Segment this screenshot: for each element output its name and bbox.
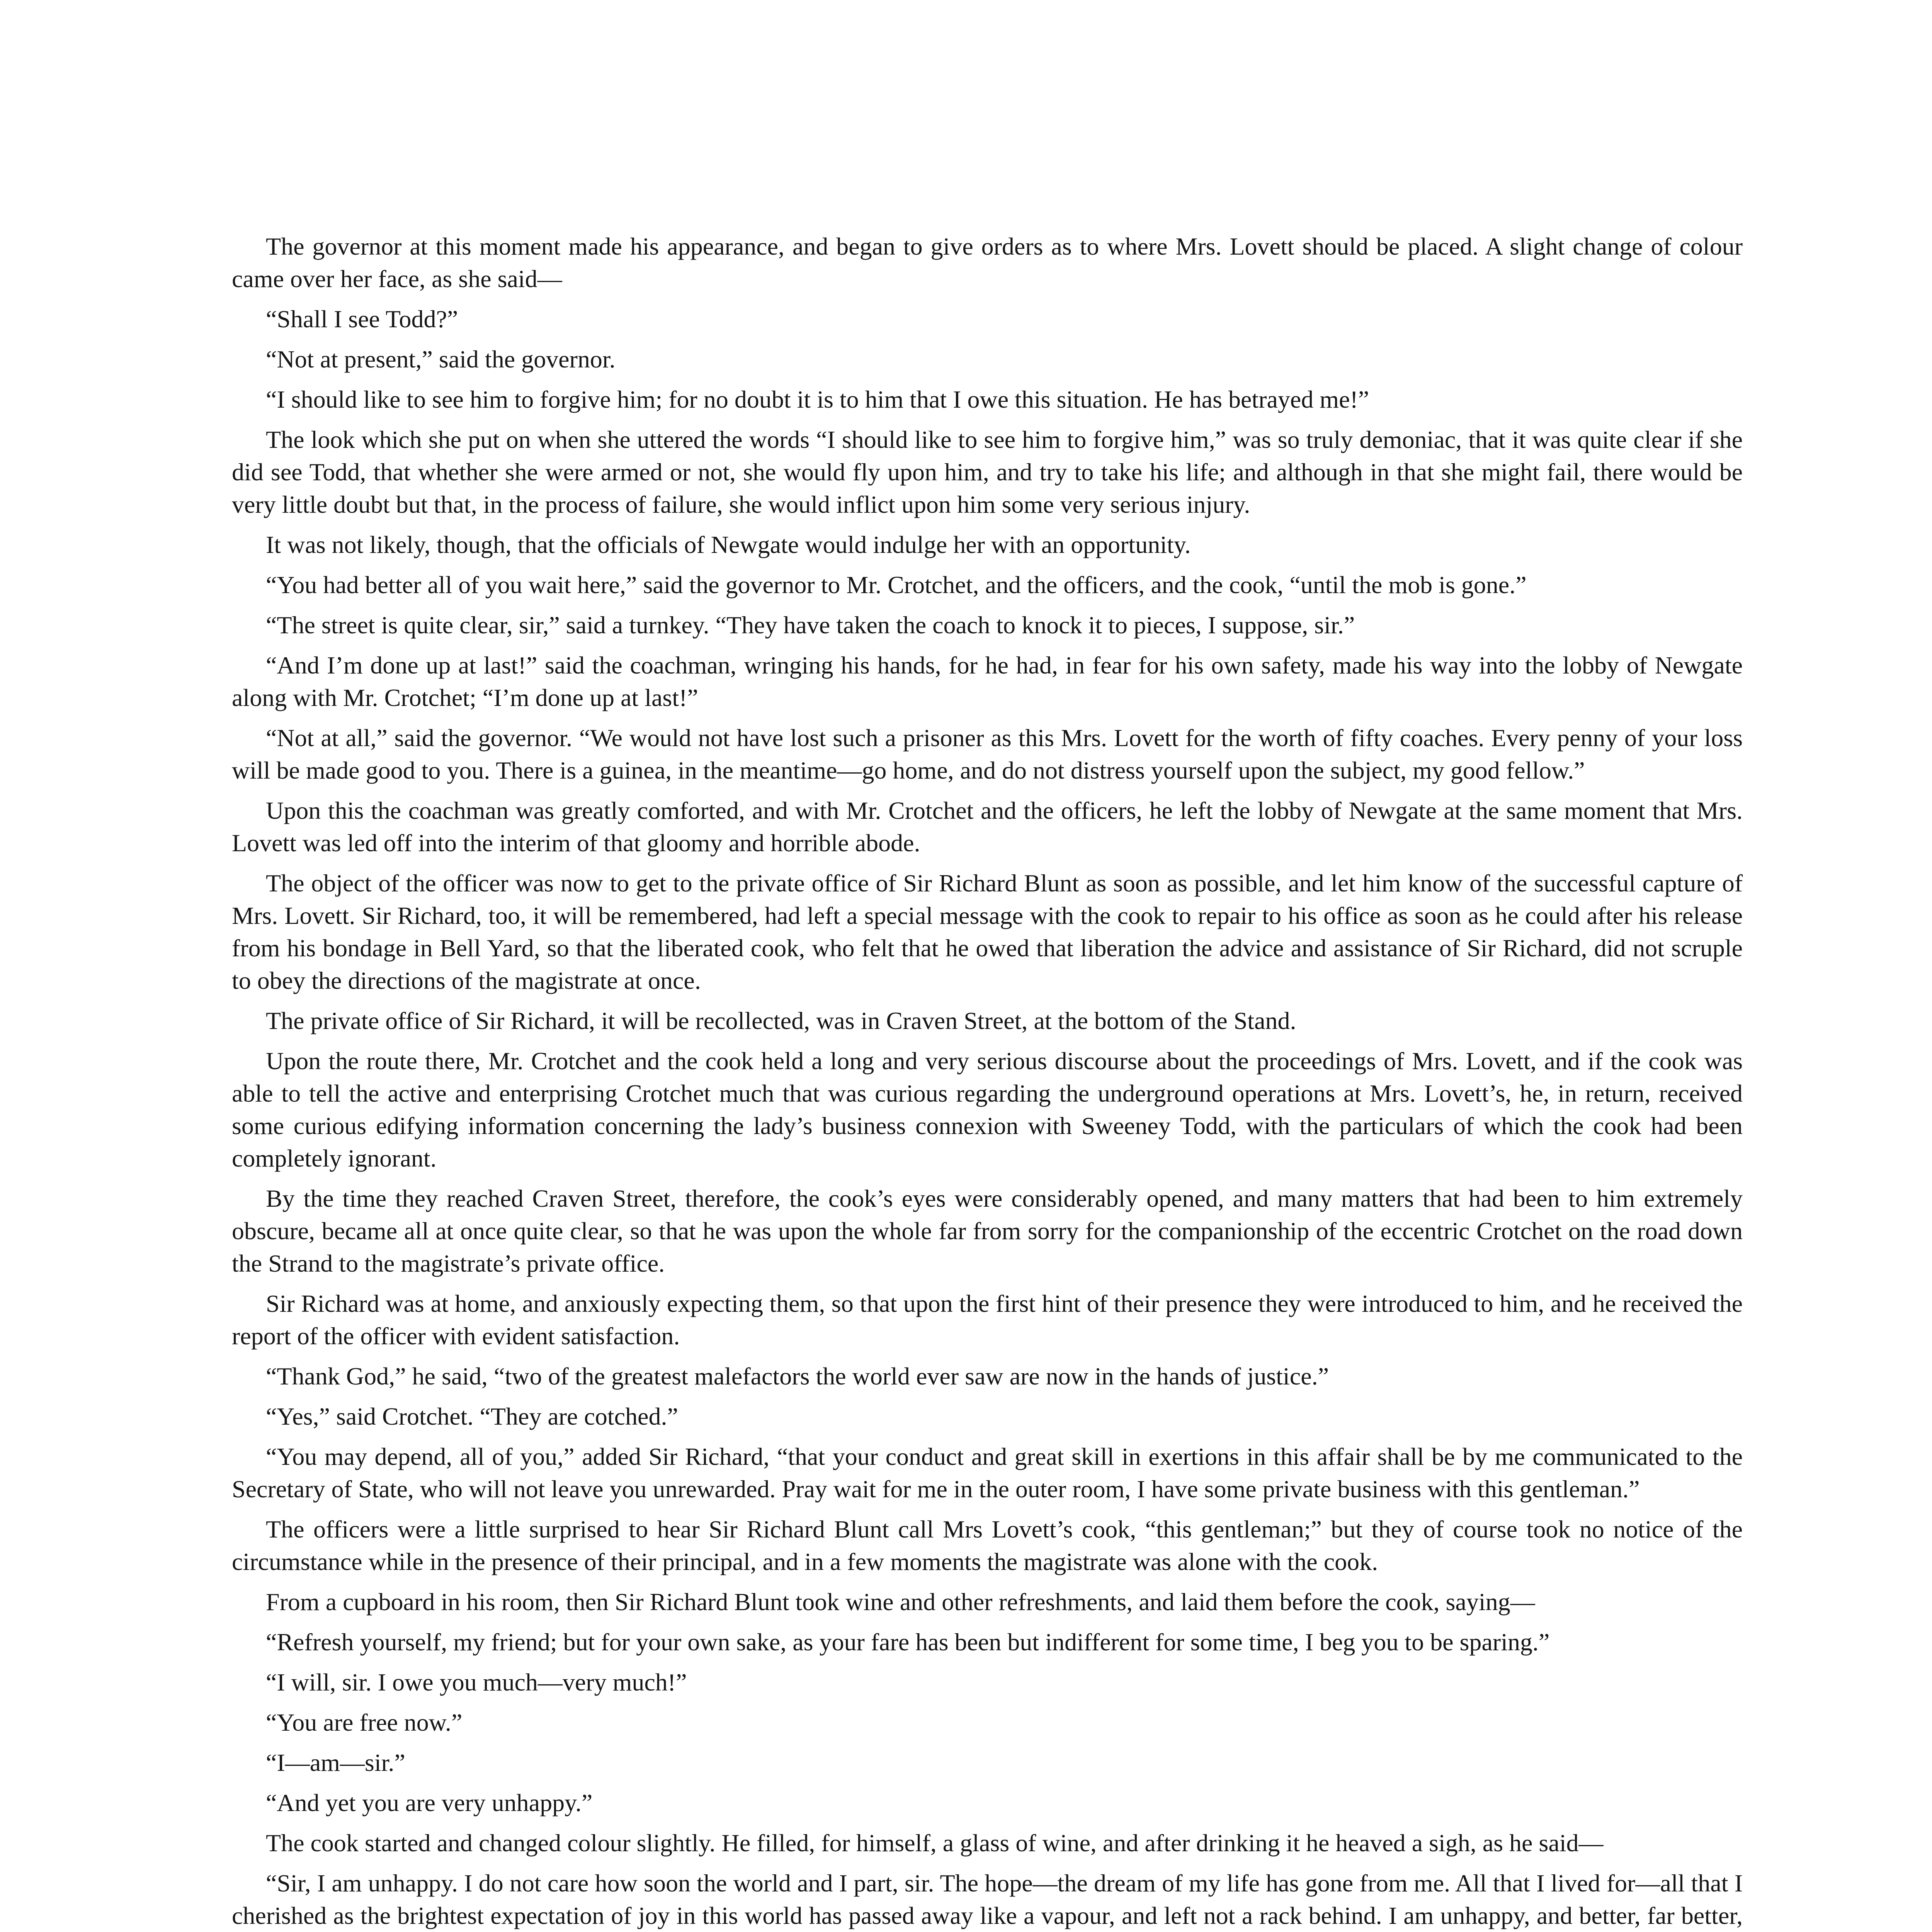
paragraph: Upon this the coachman was greatly comforted, and with Mr. Crotchet and the officers, he left the lobby of Newgate at the same moment that Mrs. Lovett was led off into the interim of that gloomy and horrible abode. (232, 797, 1743, 857)
paragraph: It was not likely, though, that the officials of Newgate would indulge her with an opportunity. (266, 531, 1191, 558)
paragraph: “Thank God,” he said, “two of the greatest malefactors the world ever saw are now in the hands of justice.” (266, 1362, 1329, 1390)
paragraph: “I will, sir. I owe you much—very much!” (266, 1668, 687, 1696)
paragraph: Upon the route there, Mr. Crotchet and the cook held a long and very serious discourse about the proceedings of Mrs. Lovett, and if the cook was able to tell the active and enterprising Crotchet much that was curious regarding the underground operations at Mrs. Lovett’s, he, in return, received some curious edifying information concerning the lady’s business connexion with Sweeney Todd, with the particulars of which the cook had been completely ignorant. (232, 1047, 1743, 1172)
paragraph: The look which she put on when she uttered the words “I should like to see him to forgive him,” was so truly demoniac, that it was quite clear if she did see Todd, that whether she were armed or not, she would fly upon him, and try to take his life; and although in that she might fail, there would be very little doubt but that, in the process of failure, she would inflict upon him some very serious injury. (232, 426, 1743, 518)
paragraph: “I—am—sir.” (266, 1749, 405, 1776)
paragraph: The cook started and changed colour slightly. He filled, for himself, a glass of wine, and after drinking it he heaved a sigh, as he said— (266, 1829, 1604, 1857)
paragraph: “Not at all,” said the governor. “We would not have lost such a prisoner as this Mrs. Lovett for the worth of fifty coaches. Every penny of your loss will be made good to you. There is a guinea, in the meantime—go home, and do not distress yourself upon the subject, my good fellow.” (232, 724, 1743, 784)
paragraph: By the time they reached Craven Street, therefore, the cook’s eyes were considerably opened, and many matters that had been to him extremely obscure, became all at once quite clear, so that he was upon the whole far from sorry for the companionship of the eccentric Crotchet on the road down the Strand to the magistrate’s private office. (232, 1185, 1743, 1277)
paragraph: “Sir, I am unhappy. I do not care how soon the world and I part, sir. The hope—the dream of my life has gone from me. All that I lived for—all that I cherished as the brightest expectation of joy in this world has passed away like a vapour, and left not a rack behind. I am unhappy, and better, far better, (232, 1869, 1743, 1929)
paragraph: “Not at present,” said the governor. (266, 345, 616, 373)
paragraph: The object of the officer was now to get to the private office of Sir Richard Blunt as soon as possible, and let him know of the successful capture of Mrs. Lovett. Sir Richard, too, it will be remembered, had left a special message with the cook to repair to his office as soon as he could after his release from his bondage in Bell Yard, so that the liberated cook, who felt that he owed that liberation the advice and assistance of Sir Richard, did not scruple to obey the directions of the magistrate at once. (232, 869, 1743, 994)
paragraph: “You are free now.” (266, 1709, 463, 1736)
paragraph: “You may depend, all of you,” added Sir Richard, “that your conduct and great skill in exertions in this affair shall be by me communicated to the Secretary of State, who will not leave you unrewarded. Pray wait for me in the outer room, I have some private business with this gentleman.” (232, 1443, 1743, 1503)
paragraph: “Refresh yourself, my friend; but for your own sake, as your fare has been but indifferent for some time, I beg you to be sparing.” (266, 1628, 1550, 1656)
paragraph: The private office of Sir Richard, it will be recollected, was in Craven Street, at the bottom of the Stand. (266, 1007, 1296, 1034)
paragraph: Sir Richard was at home, and anxiously expecting them, so that upon the first hint of their presence they were introduced to him, and he received the report of the officer with evident satisfaction. (232, 1290, 1743, 1350)
paragraph: The governor at this moment made his appearance, and began to give orders as to where Mrs. Lovett should be placed. A slight change of colour came over her face, as she said— (232, 233, 1743, 293)
paragraph: “You had better all of you wait here,” said the governor to Mr. Crotchet, and the officers, and the cook, “until the mob is gone.” (266, 571, 1527, 599)
paragraph: The officers were a little surprised to hear Sir Richard Blunt call Mrs Lovett’s cook, “this gentleman;” but they of course took no notice of the circumstance while in the presence of their principal, and in a few moments the magistrate was alone with the cook. (232, 1515, 1743, 1575)
paragraph: “The street is quite clear, sir,” said a turnkey. “They have taken the coach to knock it to pieces, I suppose, sir.” (266, 611, 1355, 639)
paragraph: “And I’m done up at last!” said the coachman, wringing his hands, for he had, in fear for his own safety, made his way into the lobby of Newgate along with Mr. Crotchet; “I’m done up at last!” (232, 651, 1743, 711)
paragraph: “And yet you are very unhappy.” (266, 1789, 593, 1816)
paragraph: “Shall I see Todd?” (266, 305, 458, 333)
paragraph: From a cupboard in his room, then Sir Richard Blunt took wine and other refreshments, and laid them before the cook, saying— (266, 1588, 1535, 1616)
page-body (232, 230, 1743, 1932)
paragraph: “I should like to see him to forgive him; for no doubt it is to him that I owe this situation. He has betrayed me!” (266, 386, 1369, 413)
paragraph: “Yes,” said Crotchet. “They are cotched.” (266, 1403, 678, 1430)
